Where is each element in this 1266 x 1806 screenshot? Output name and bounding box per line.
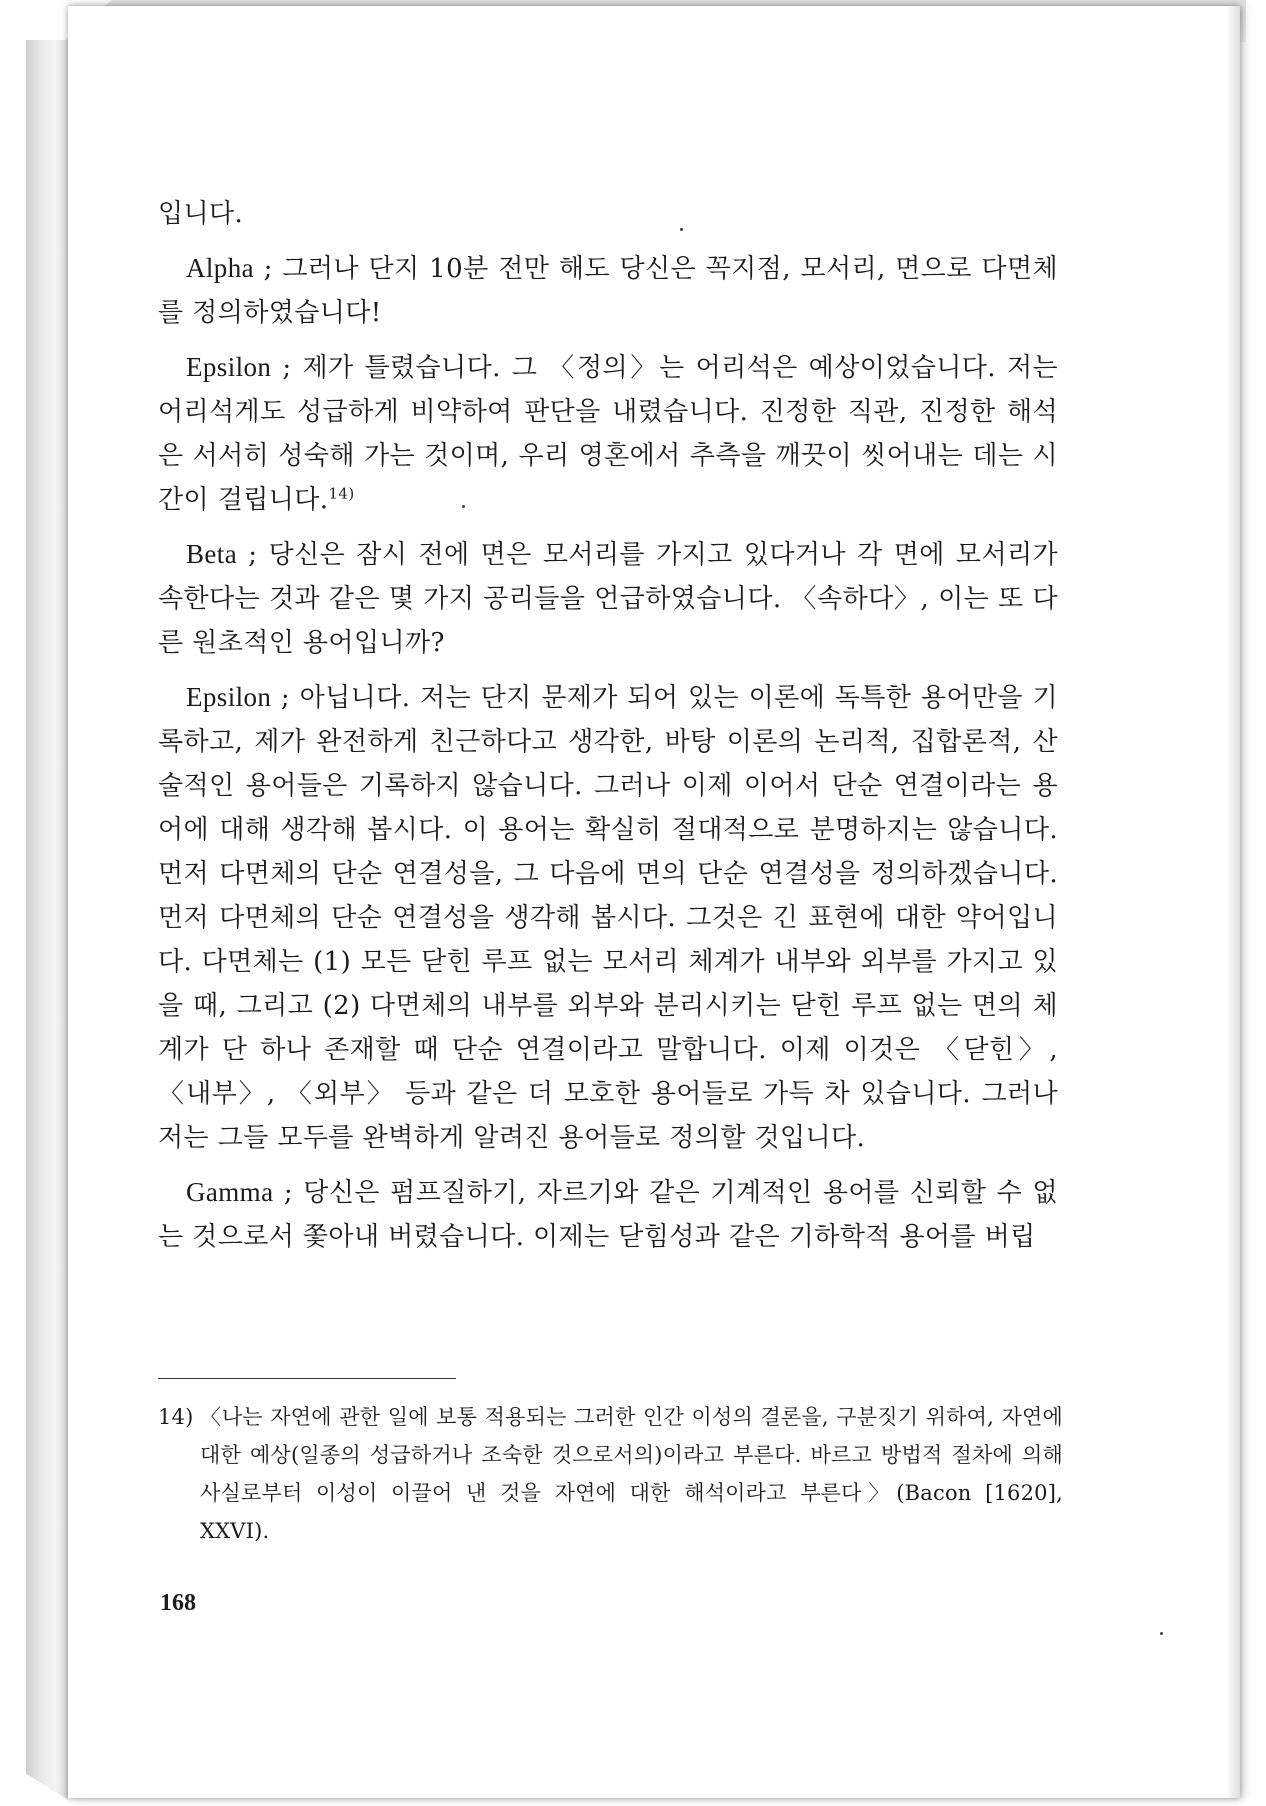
book-spine [26,40,68,1800]
speaker-name: Epsilon [186,682,272,712]
page-body [158,192,1058,1269]
speaker-name: Epsilon [186,352,272,382]
paragraph [158,532,1058,665]
paragraph [158,345,1058,522]
page-number: 168 [160,1590,196,1616]
paragraph-text: 입니다. [158,199,244,229]
scan-speck [1160,1632,1163,1635]
footnote [158,1398,1063,1550]
paragraph-text: ; 제가 틀렸습니다. 그 〈정의〉는 어리석은 예상이었습니다. 저는 어리석게도 성급하게 비약하여 판단을 내렸습니다. 진정한 직관, 진정한 해석은 서서히 성숙해 가는 것이며, 우리 영혼에서 추측을 깨끗이 씻어내는 데는 시간이 걸립니다. [158,353,1058,515]
footnote-number: 14) [158,1405,194,1429]
paragraph [158,1170,1058,1259]
paragraph [158,192,1058,236]
footnote-divider [158,1378,456,1379]
speaker-name: Alpha [186,253,254,283]
page-edge-shadow [1226,6,1240,1798]
paragraph-text: ; 그러나 단지 10분 전만 해도 당신은 꼭지점, 모서리, 면으로 다면체를 정의하였습니다! [158,254,1059,328]
scan-speck [680,228,683,231]
speaker-name: Beta [186,539,238,569]
footnote-reference: 14) [328,484,355,503]
paragraph-text: ; 당신은 펌프질하기, 자르기와 같은 기계적인 용어를 신뢰할 수 없는 것으로서 쫓아내 버렸습니다. 이제는 닫힘성과 같은 기하학적 용어를 버립 [158,1178,1058,1252]
footnote-text: 〈나는 자연에 관한 일에 보통 적용되는 그러한 인간 이성의 결론을, 구분짓기 위하여, 자연에 대한 예상(일종의 성급하거나 조숙한 것으로서의)이라고 부른다. 바르고 방법적 절차에 의해 사실로부터 이성이 이끌어 낸 것을 자연에 대한 해석이라고 부른다〉(Bacon [1620], XXVI). [200,1405,1063,1543]
paragraph [158,246,1058,335]
paragraph-text: ; 당신은 잠시 전에 면은 모서리를 가지고 있다거나 각 면에 모서리가 속한다는 것과 같은 몇 가지 공리들을 언급하였습니다. 〈속하다〉, 이는 또 다른 원초적인 용어입니까? [158,540,1058,658]
paragraph [158,675,1058,1160]
scan-speck [462,505,465,508]
speaker-name: Gamma [186,1177,274,1207]
paragraph-text: ; 아닙니다. 저는 단지 문제가 되어 있는 이론에 독특한 용어만을 기록하고, 제가 완전하게 친근하다고 생각한, 바탕 이론의 논리적, 집합론적, 산술적인 용어들은 기록하지 않습니다. 그러나 이제 이어서 단순 연결이라는 용어에 대해 생각해 봅시다. 이 용어는 확실히 절대적으로 분명하지는 않습니다. 먼저 다면체의 단순 연결성을, 그 다음에 면의 단순 연결성을 정의하겠습니다. 먼저 다면체의 단순 연결성을 생각해 봅시다. 그것은 긴 표현에 대한 약어입니다. 다면체는 (1) 모든 닫힌 루프 없는 모서리 체계가 내부와 외부를 가지고 있을 때, 그리고 (2) 다면체의 내부를 외부와 분리시키는 닫힌 루프 없는 면의 체계가 단 하나 존재할 때 단순 연결이라고 말합니다. 이제 이것은 〈닫힌〉, 〈내부〉, 〈외부〉 등과 같은 더 모호한 용어들로 가득 차 있습니다. 그러나 저는 그들 모두를 완벽하게 알려진 용어들로 정의할 것입니다. [158,683,1058,1153]
